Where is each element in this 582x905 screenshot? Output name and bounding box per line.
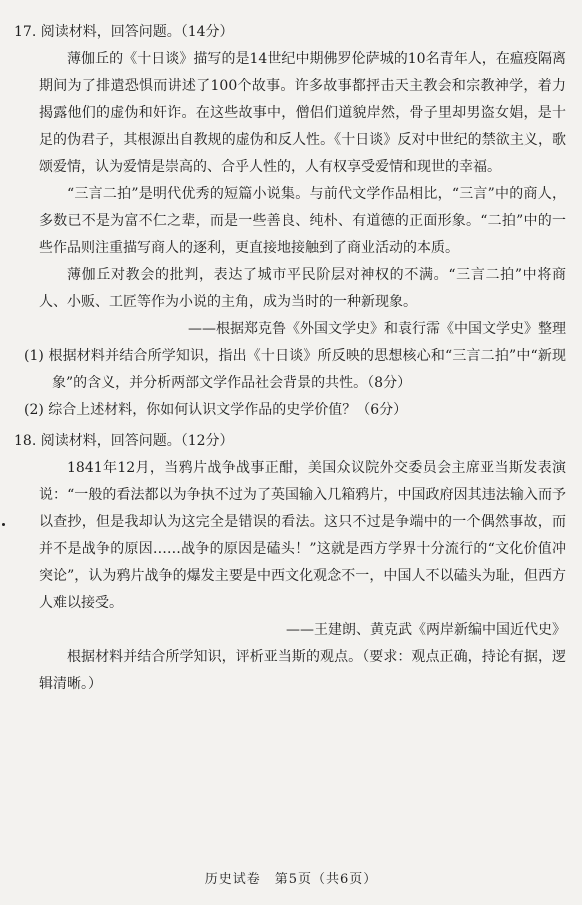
page-footer: 历史试卷 第5页（共6页）	[204, 872, 378, 887]
question-17-heading: 17. 阅读材料，回答问题。（14分）	[14, 24, 234, 40]
question-18	[14, 428, 570, 698]
q17-material-paragraph-3: 薄伽丘对教会的批判，表达了城市平民阶层对神权的不满。“三言二拍”中将商人、小贩、工匠等作为小说的主角，成为当时的一种新现象。	[39, 267, 566, 310]
q17-material-paragraph-1: 薄伽丘的《十日谈》描写的是14世纪中期佛罗伦萨城的10名青年人，在瘟疫隔离期间为了排遣恐惧而讲述了100个故事。许多故事都抨击天主教会和宗教神学，着力揭露他们的虚伪和奸诈。在这些故事中，僧侣们道貌岸然，骨子里却男盗女娼，是十足的伪君子，其根源出自教规的虚伪和反人性。《十日谈》反对中世纪的禁欲主义，歌颂爱情，认为爱情是崇高的、合乎人性的，人有权享受爱情和现世的幸福。	[39, 51, 566, 175]
q18-source-citation: ——王建朗、黄克武《两岸新编中国近代史》	[286, 622, 566, 638]
q17-source-citation: ——根据郑克鲁《外国文学史》和袁行霈《中国文学史》整理	[188, 321, 566, 337]
margin-dot	[2, 523, 5, 526]
question-18-heading: 18. 阅读材料，回答问题。（12分）	[14, 433, 234, 449]
question-17	[14, 19, 570, 424]
q17-material-paragraph-2: “三言二拍”是明代优秀的短篇小说集。与前代文学作品相比，“三言”中的商人，多数已不是为富不仁之辈，而是一些善良、纯朴、有道德的正面形象。“二拍”中的一些作品则注重描写商人的逐利，更直接地接触到了商业活动的本质。	[39, 186, 566, 256]
q18-question: 根据材料并结合所学知识，评析亚当斯的观点。（要求：观点正确，持论有据，逻辑清晰。）	[39, 649, 566, 692]
q17-sub-question-2: (2) 综合上述材料，你如何认识文学作品的史学价值？（6分）	[24, 402, 408, 418]
q18-material-paragraph-1: 1841年12月，当鸦片战争战事正酣，美国众议院外交委员会主席亚当斯发表演说：“一般的看法都以为争执不过为了英国输入几箱鸦片，中国政府因其违法输入而予以查抄，但是我却认为这完全是错误的看法。这只不过是争端中的一个偶然事故，而并不是战争的原因……战争的原因是磕头！”这就是西方学界十分流行的“文化价值冲突论”，认为鸦片战争的爆发主要是中西文化观念不一，中国人不以磕头为耻，但西方人难以接受。	[39, 460, 566, 611]
q17-sub-question-1: (1) 根据材料并结合所学知识，指出《十日谈》所反映的思想核心和“三言二拍”中“新现象”的含义，并分析两部文学作品社会背景的共性。（8分）	[24, 348, 566, 391]
